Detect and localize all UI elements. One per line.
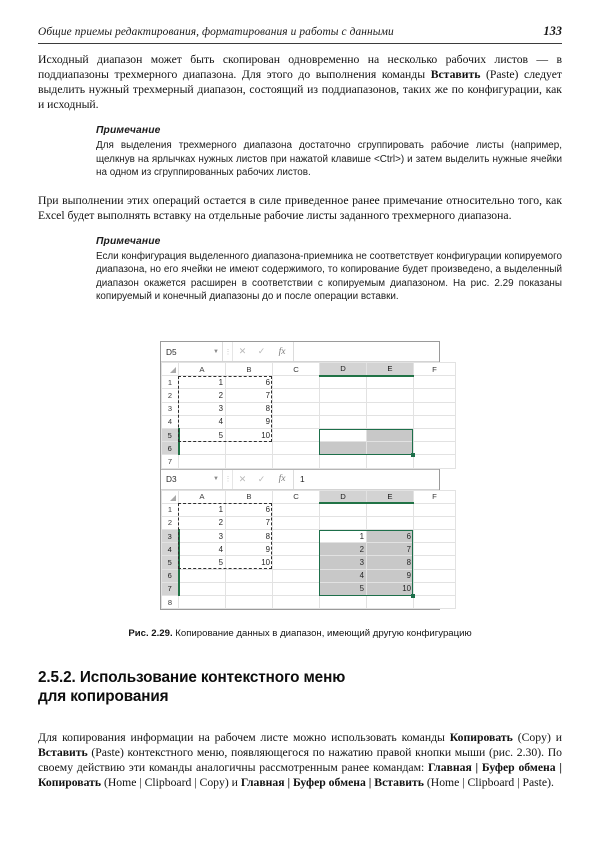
cell-e6[interactable] — [367, 442, 414, 455]
cell-d5[interactable]: 3 — [320, 556, 367, 569]
cell-b7[interactable] — [226, 582, 273, 595]
cell-e7[interactable] — [367, 455, 414, 468]
cell-d6[interactable] — [320, 442, 367, 455]
table-row — [162, 582, 456, 595]
column-header-c[interactable]: C — [273, 363, 320, 376]
cell-d2[interactable] — [320, 516, 367, 529]
section-heading-line-2: для копирования — [38, 688, 169, 706]
cell-a5[interactable]: 5 — [179, 428, 226, 441]
p3-text-4: (Home | Clipboard | Copy) и — [101, 775, 241, 789]
header-title: Общие приемы редактирования, форматирования и работы с данными — [38, 26, 394, 38]
cell-b8[interactable] — [226, 596, 273, 609]
cancel-formula-icon-bottom[interactable]: ✕ — [238, 473, 247, 484]
cell-f4[interactable] — [414, 415, 456, 428]
paragraph-1-part-1: Исходный диапазон может быть скопирован одновременно на несколько рабочих листов — в поддиапазоны трехмерного диапазона. Для этого до выполнения команды — [38, 53, 562, 82]
row-header-5[interactable]: 5 — [162, 428, 179, 441]
insert-function-icon-bottom[interactable]: fx — [278, 474, 286, 484]
table-row — [162, 543, 456, 556]
insert-function-icon-top[interactable]: fx — [278, 346, 286, 357]
formula-input-bottom[interactable]: 1 — [293, 470, 439, 489]
column-header-b[interactable]: B — [226, 490, 273, 503]
cell-a3[interactable]: 3 — [179, 402, 226, 415]
cell-b5[interactable]: 10 — [226, 428, 273, 441]
row-header-2[interactable]: 2 — [162, 516, 179, 529]
name-box-top-value: D5 — [166, 346, 177, 357]
cell-e6[interactable]: 9 — [367, 569, 414, 582]
table-row — [162, 556, 456, 569]
table-row — [162, 442, 456, 455]
cell-e7[interactable]: 10 — [367, 582, 414, 595]
name-box-bottom-value: D3 — [166, 474, 177, 484]
cell-a3[interactable]: 3 — [179, 530, 226, 543]
formula-input-top[interactable] — [293, 342, 439, 361]
cell-e1[interactable] — [367, 503, 414, 516]
cell-f2[interactable] — [414, 389, 456, 402]
cell-b4[interactable]: 9 — [226, 415, 273, 428]
page-number: 133 — [543, 24, 562, 38]
table-row — [162, 596, 456, 609]
column-header-a[interactable]: A — [179, 363, 226, 376]
row-header-4[interactable]: 4 — [162, 415, 179, 428]
cell-c1[interactable] — [273, 376, 320, 389]
cell-b6[interactable] — [226, 442, 273, 455]
cell-c4[interactable] — [273, 543, 320, 556]
cell-f4[interactable] — [414, 543, 456, 556]
p3-text-5: (Home | Clipboard | Paste). — [423, 775, 554, 789]
row-header-1[interactable]: 1 — [162, 376, 179, 389]
row-header-7[interactable]: 7 — [162, 582, 179, 595]
cell-d2[interactable] — [320, 389, 367, 402]
formula-bar-grip-top[interactable]: ⋮ — [223, 342, 233, 361]
cell-a1[interactable]: 1 — [179, 503, 226, 516]
cell-f3[interactable] — [414, 402, 456, 415]
paragraph-1 — [38, 52, 562, 112]
cell-c6[interactable] — [273, 569, 320, 582]
cell-b1[interactable]: 6 — [226, 376, 273, 389]
select-all-corner-bottom[interactable] — [162, 490, 179, 503]
column-header-a[interactable]: A — [179, 490, 226, 503]
excel-screenshot-frame — [160, 341, 440, 610]
cell-e3[interactable] — [367, 402, 414, 415]
formula-bar-grip-bottom[interactable]: ⋮ — [223, 470, 233, 489]
row-header-3[interactable]: 3 — [162, 402, 179, 415]
table-row — [162, 402, 456, 415]
column-header-f[interactable]: F — [414, 363, 456, 376]
cell-d6[interactable]: 4 — [320, 569, 367, 582]
cancel-formula-icon-top[interactable]: ✕ — [238, 346, 247, 356]
cell-a2[interactable]: 2 — [179, 516, 226, 529]
figure-caption-text: Копирование данных в диапазон, имеющий другую конфигурацию — [172, 628, 472, 639]
cell-d3[interactable]: 1 — [320, 530, 367, 543]
table-row — [162, 530, 456, 543]
column-header-d[interactable]: D — [320, 363, 367, 376]
cell-c1[interactable] — [273, 503, 320, 516]
cell-e4[interactable]: 7 — [367, 543, 414, 556]
cell-e5[interactable] — [367, 428, 414, 441]
cell-d7[interactable] — [320, 455, 367, 468]
cell-d4[interactable]: 2 — [320, 543, 367, 556]
cell-c2[interactable] — [273, 389, 320, 402]
p3-bold-paste: Вставить — [38, 745, 88, 759]
note-1-body: Для выделения трехмерного диапазона достаточно сгруппировать рабочие листы (например, щелкнув на ярлычках нужных листов при нажатой клавише <Ctrl>) и затем выделить нужные ячейки на одном из сгруппированных рабочих листов. — [96, 140, 562, 178]
grid-wrapper-bottom — [161, 490, 439, 610]
cell-f7[interactable] — [414, 582, 456, 595]
paragraph-2: При выполнении этих операций остается в силе приведенное ранее примечание относительно того, как Excel будет выполнять вставку на отдельные рабочие листы заданного трехмерного диапазона. — [38, 193, 562, 223]
cell-a7[interactable] — [179, 582, 226, 595]
table-row — [162, 415, 456, 428]
row-header-1[interactable]: 1 — [162, 503, 179, 516]
running-header — [38, 24, 562, 44]
paragraph-1-bold-paste: Вставить — [430, 68, 481, 82]
cell-c3[interactable] — [273, 402, 320, 415]
cell-f3[interactable] — [414, 530, 456, 543]
cell-b2[interactable]: 7 — [226, 516, 273, 529]
row-header-7[interactable]: 7 — [162, 455, 179, 468]
figure-2-29 — [160, 341, 440, 610]
select-all-corner-top[interactable] — [162, 363, 179, 376]
cell-b3[interactable]: 8 — [226, 402, 273, 415]
cell-d8[interactable] — [320, 596, 367, 609]
cell-c2[interactable] — [273, 516, 320, 529]
note-1-title: Примечание — [96, 125, 161, 137]
cell-f2[interactable] — [414, 516, 456, 529]
cell-e3[interactable]: 6 — [367, 530, 414, 543]
cell-f5[interactable] — [414, 428, 456, 441]
cell-e2[interactable] — [367, 389, 414, 402]
cell-f1[interactable] — [414, 503, 456, 516]
cell-c6[interactable] — [273, 442, 320, 455]
column-header-e[interactable]: E — [367, 363, 414, 376]
cell-a1[interactable]: 1 — [179, 376, 226, 389]
cell-f1[interactable] — [414, 376, 456, 389]
row-header-8[interactable]: 8 — [162, 596, 179, 609]
note-block-2 — [96, 236, 562, 303]
cell-a6[interactable] — [179, 569, 226, 582]
row-header-4[interactable]: 4 — [162, 543, 179, 556]
cell-f7[interactable] — [414, 455, 456, 468]
row-header-3[interactable]: 3 — [162, 530, 179, 543]
cell-f8[interactable] — [414, 596, 456, 609]
excel-panel-before — [161, 342, 439, 469]
table-row — [162, 389, 456, 402]
column-header-c[interactable]: C — [273, 490, 320, 503]
p3-bold-home-clipboard-paste: Главная | Буфер обмена | Вставить — [240, 775, 424, 789]
formula-bar-top — [161, 342, 439, 362]
table-row — [162, 569, 456, 582]
cell-a6[interactable] — [179, 442, 226, 455]
cell-c5[interactable] — [273, 428, 320, 441]
cell-a4[interactable]: 4 — [179, 415, 226, 428]
cell-a5[interactable]: 5 — [179, 556, 226, 569]
chevron-down-icon[interactable]: ▼ — [213, 348, 219, 355]
p3-bold-home-clipboard-copy: Главная | Буфер обмена | Копировать — [38, 760, 562, 789]
p3-bold-copy: Копировать — [449, 730, 513, 744]
column-header-d[interactable]: D — [320, 490, 367, 503]
table-row — [162, 428, 456, 441]
cell-a8[interactable] — [179, 596, 226, 609]
cell-a2[interactable]: 2 — [179, 389, 226, 402]
worksheet-grid-top[interactable] — [161, 362, 456, 469]
cell-c7[interactable] — [273, 455, 320, 468]
cell-e2[interactable] — [367, 516, 414, 529]
cell-b5[interactable]: 10 — [226, 556, 273, 569]
cell-a4[interactable]: 4 — [179, 543, 226, 556]
table-row — [162, 503, 456, 516]
cell-c8[interactable] — [273, 596, 320, 609]
section-heading-line-1: 2.5.2. Использование контекстного меню — [38, 669, 346, 686]
cell-d3[interactable] — [320, 402, 367, 415]
name-box-bottom[interactable] — [161, 470, 223, 489]
chevron-down-icon[interactable]: ▼ — [213, 476, 219, 482]
cell-d7[interactable]: 5 — [320, 582, 367, 595]
cell-c7[interactable] — [273, 582, 320, 595]
cell-b1[interactable]: 6 — [226, 503, 273, 516]
cell-e4[interactable] — [367, 415, 414, 428]
cell-f6[interactable] — [414, 569, 456, 582]
cell-b2[interactable]: 7 — [226, 389, 273, 402]
page-content — [38, 52, 562, 303]
paragraph-3 — [38, 730, 562, 790]
grid-wrapper-top — [161, 362, 439, 469]
cell-d1[interactable] — [320, 376, 367, 389]
note-block-1 — [96, 125, 562, 179]
column-header-b[interactable]: B — [226, 363, 273, 376]
cell-e1[interactable] — [367, 376, 414, 389]
row-header-6[interactable]: 6 — [162, 442, 179, 455]
p3-text-2: (Copy) и — [512, 730, 562, 744]
cell-f6[interactable] — [414, 442, 456, 455]
column-header-row-top — [162, 363, 456, 376]
table-row — [162, 376, 456, 389]
section-heading — [38, 668, 468, 707]
column-header-e[interactable]: E — [367, 490, 414, 503]
row-header-2[interactable]: 2 — [162, 389, 179, 402]
cell-b6[interactable] — [226, 569, 273, 582]
note-2-title: Примечание — [96, 236, 161, 248]
select-all-triangle-icon — [170, 367, 176, 373]
cell-d4[interactable] — [320, 415, 367, 428]
cell-b4[interactable]: 9 — [226, 543, 273, 556]
cell-c3[interactable] — [273, 530, 320, 543]
cell-e8[interactable] — [367, 596, 414, 609]
excel-panel-after — [161, 469, 439, 610]
cell-d1[interactable] — [320, 503, 367, 516]
table-row — [162, 455, 456, 468]
confirm-formula-icon-top[interactable]: ✓ — [257, 346, 266, 356]
cell-c4[interactable] — [273, 415, 320, 428]
cell-b3[interactable]: 8 — [226, 530, 273, 543]
confirm-formula-icon-bottom[interactable]: ✓ — [257, 473, 266, 484]
name-box-top[interactable] — [161, 342, 223, 361]
cell-f5[interactable] — [414, 556, 456, 569]
p3-text-3: (Paste) контекстного меню, появляющегося по нажатию правой кнопки мыши (рис. 2.30). По своему действию эти команды аналогичны рассмотренным ранее командам: — [38, 745, 562, 774]
cell-a7[interactable] — [179, 455, 226, 468]
cell-d5[interactable] — [320, 428, 367, 441]
cell-e5[interactable]: 8 — [367, 556, 414, 569]
column-header-f[interactable]: F — [414, 490, 456, 503]
formula-bar-bottom — [161, 470, 439, 490]
worksheet-grid-bottom[interactable] — [161, 490, 456, 610]
column-header-row-bottom — [162, 490, 456, 503]
row-header-6[interactable]: 6 — [162, 569, 179, 582]
figure-caption — [38, 628, 562, 639]
table-row — [162, 516, 456, 529]
figure-caption-number: Рис. 2.29. — [128, 628, 173, 639]
cell-b7[interactable] — [226, 455, 273, 468]
note-2-body: Если конфигурация выделенного диапазона-приемника не соответствует конфигурации копируемого диапазона, но его ячейки не имеют содержимого, то копирование будет произведено, а выделенный диапазон окажется расширен в соответствии с копируемым диапазоном. На рис. 2.29 показаны копируемый и конечный диапазоны до и после операции вставки. — [96, 251, 562, 302]
paragraph-1-part-2: (Paste) следует выделить нужный трехмерный диапазон, состоящий из поддиапазонов, таких же по конфигурации, как и исходный. — [38, 68, 562, 112]
select-all-triangle-icon — [170, 495, 176, 501]
row-header-5[interactable]: 5 — [162, 556, 179, 569]
cell-c5[interactable] — [273, 556, 320, 569]
p3-text-1: Для копирования информации на рабочем листе можно использовать команды — [38, 730, 450, 744]
